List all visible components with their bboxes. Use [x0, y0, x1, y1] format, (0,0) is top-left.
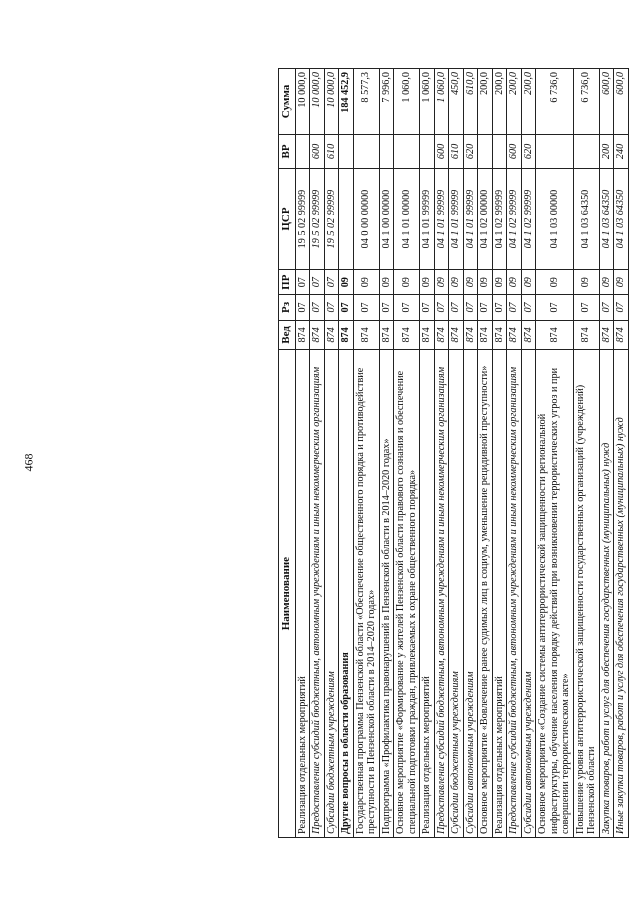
table-cell-pr: 09 — [614, 270, 629, 295]
table-cell-rz: 07 — [353, 295, 379, 320]
header-rz: Рз — [279, 295, 296, 320]
table-cell-csr: 04 1 01 99999 — [463, 168, 478, 269]
table-row — [379, 69, 394, 838]
table-cell-rz: 07 — [310, 295, 325, 320]
table-cell-ved: 874 — [420, 320, 435, 350]
table-cell-rz: 07 — [507, 295, 522, 320]
table-cell-vr: 610 — [324, 134, 339, 168]
table-cell-sum: 600,0 — [614, 69, 629, 135]
table-cell-rz: 07 — [614, 295, 629, 320]
table-cell-name: Предоставление субсидий бюджетным, автономным учреждениям и иным некоммерческим организациям — [310, 350, 325, 838]
table-cell-vr: 240 — [614, 134, 629, 168]
table-cell-vr: 600 — [434, 134, 449, 168]
header-name: Наименование — [279, 350, 296, 838]
table-cell-ved: 874 — [536, 320, 574, 350]
table-cell-vr: 620 — [463, 134, 478, 168]
table-cell-ved: 874 — [353, 320, 379, 350]
table-cell-name: Повышение уровня антитеррористической защищенности государственных организаций (учреждений) Пензенской области — [573, 350, 599, 838]
header-sum: Сумма — [279, 69, 296, 135]
table-cell-ved: 874 — [614, 320, 629, 350]
table-cell-pr: 09 — [339, 270, 354, 295]
table-cell-rz: 07 — [573, 295, 599, 320]
table-cell-rz: 07 — [536, 295, 574, 320]
table-cell-pr: 09 — [536, 270, 574, 295]
table-cell-pr: 09 — [463, 270, 478, 295]
table-cell-csr: 04 1 02 99999 — [521, 168, 536, 269]
header-vr: ВР — [279, 134, 296, 168]
table-cell-csr: 04 1 01 99999 — [434, 168, 449, 269]
table-row — [295, 69, 310, 838]
rotated-page-content — [278, 68, 640, 838]
table-cell-pr: 09 — [379, 270, 394, 295]
table-cell-csr: 19 5 02 99999 — [295, 168, 310, 269]
table-cell-name: Предоставление субсидий бюджетным, автономным учреждениям и иным некоммерческим организациям — [507, 350, 522, 838]
table-cell-sum: 600,0 — [599, 69, 614, 135]
table-cell-pr: 09 — [420, 270, 435, 295]
table-cell-name: Субсидии бюджетным учреждениям — [324, 350, 339, 838]
header-csr: ЦСР — [279, 168, 296, 269]
table-cell-ved: 874 — [492, 320, 507, 350]
table-cell-rz: 07 — [478, 295, 493, 320]
table-cell-vr: 600 — [310, 134, 325, 168]
page-number: 468 — [21, 453, 36, 472]
table-cell-rz: 07 — [420, 295, 435, 320]
table-cell-rz: 07 — [449, 295, 464, 320]
table-row — [353, 69, 379, 838]
table-row — [310, 69, 325, 838]
table-cell-rz: 07 — [379, 295, 394, 320]
table-cell-pr: 07 — [324, 270, 339, 295]
table-row — [492, 69, 507, 838]
table-cell-sum: 10 000,0 — [310, 69, 325, 135]
table-cell-pr: 09 — [507, 270, 522, 295]
table-cell-rz: 07 — [463, 295, 478, 320]
table-cell-vr — [478, 134, 493, 168]
table-cell-pr: 09 — [573, 270, 599, 295]
table-header — [279, 69, 296, 838]
table-cell-csr: 04 1 03 64350 — [614, 168, 629, 269]
table-cell-sum: 200,0 — [478, 69, 493, 135]
table-cell-pr: 09 — [449, 270, 464, 295]
table-cell-ved: 874 — [295, 320, 310, 350]
table-cell-csr: 04 1 03 00000 — [536, 168, 574, 269]
table-cell-ved: 874 — [324, 320, 339, 350]
table-cell-rz: 07 — [394, 295, 420, 320]
table-cell-name: Основное мероприятие «Вовлечение ранее судимых лиц в социум, уменьшение рецидивной преступности» — [478, 350, 493, 838]
table-row — [324, 69, 339, 838]
table-row — [449, 69, 464, 838]
table-cell-csr: 04 1 02 99999 — [507, 168, 522, 269]
table-row — [599, 69, 614, 838]
table-cell-name: Субсидии бюджетным учреждениям — [449, 350, 464, 838]
table-row — [573, 69, 599, 838]
table-cell-name: Иные закупки товаров, работ и услуг для обеспечения государственных (муниципальных) нужд — [614, 350, 629, 838]
table-cell-vr: 620 — [521, 134, 536, 168]
table-cell-rz: 07 — [434, 295, 449, 320]
table-cell-pr: 09 — [353, 270, 379, 295]
table-cell-name: Государственная программа Пензенской области «Обеспечение общественного порядка и противодействие преступности в Пензенской области в 2014–2020 годах» — [353, 350, 379, 838]
table-cell-vr — [379, 134, 394, 168]
table-cell-sum: 200,0 — [521, 69, 536, 135]
table-cell-csr: 04 1 02 00000 — [478, 168, 493, 269]
table-cell-sum: 200,0 — [492, 69, 507, 135]
table-cell-sum: 6 736,0 — [536, 69, 574, 135]
table-cell-name: Реализация отдельных мероприятий — [420, 350, 435, 838]
table-cell-rz: 07 — [295, 295, 310, 320]
table-cell-vr: 600 — [507, 134, 522, 168]
table-cell-name: Закупка товаров, работ и услуг для обеспечения государственных (муниципальных) нужд — [599, 350, 614, 838]
table-cell-csr: 04 1 01 99999 — [449, 168, 464, 269]
table-cell-csr: 19 5 02 99999 — [324, 168, 339, 269]
table-cell-csr: 19 5 02 99999 — [310, 168, 325, 269]
table-cell-pr: 09 — [478, 270, 493, 295]
table-cell-ved: 874 — [573, 320, 599, 350]
table-cell-sum: 184 452,9 — [339, 69, 354, 135]
table-cell-ved: 874 — [478, 320, 493, 350]
table-cell-pr: 09 — [434, 270, 449, 295]
table-cell-csr: 04 1 00 00000 — [379, 168, 394, 269]
table-cell-ved: 874 — [599, 320, 614, 350]
table-cell-csr — [339, 168, 354, 269]
table-cell-ved: 874 — [449, 320, 464, 350]
table-row — [521, 69, 536, 838]
table-cell-name: Реализация отдельных мероприятий — [492, 350, 507, 838]
table-cell-name: Подпрограмма «Профилактика правонарушений в Пензенской области в 2014–2020 годах» — [379, 350, 394, 838]
table-cell-ved: 874 — [463, 320, 478, 350]
table-cell-vr — [536, 134, 574, 168]
table-cell-pr: 07 — [295, 270, 310, 295]
table-cell-pr: 07 — [310, 270, 325, 295]
table-cell-sum: 450,0 — [449, 69, 464, 135]
table-cell-sum: 200,0 — [507, 69, 522, 135]
table-cell-vr — [492, 134, 507, 168]
table-row — [614, 69, 629, 838]
budget-table — [278, 68, 629, 838]
table-row — [434, 69, 449, 838]
table-cell-vr — [420, 134, 435, 168]
table-cell-name: Другие вопросы в области образования — [339, 350, 354, 838]
table-cell-rz: 07 — [599, 295, 614, 320]
table-row — [339, 69, 354, 838]
table-cell-vr: 610 — [449, 134, 464, 168]
table-cell-ved: 874 — [434, 320, 449, 350]
table-cell-ved: 874 — [521, 320, 536, 350]
table-row — [536, 69, 574, 838]
table-cell-pr: 09 — [599, 270, 614, 295]
table-cell-ved: 874 — [339, 320, 354, 350]
table-cell-sum: 1 060,0 — [394, 69, 420, 135]
table-cell-name: Субсидии автономным учреждениям — [463, 350, 478, 838]
table-cell-ved: 874 — [507, 320, 522, 350]
table-cell-pr: 09 — [492, 270, 507, 295]
table-cell-sum: 10 000,0 — [295, 69, 310, 135]
table-cell-sum: 8 577,3 — [353, 69, 379, 135]
table-cell-csr: 04 1 03 64350 — [599, 168, 614, 269]
table-cell-csr: 04 1 02 99999 — [492, 168, 507, 269]
table-cell-csr: 04 1 01 99999 — [420, 168, 435, 269]
table-cell-vr — [295, 134, 310, 168]
table-cell-vr — [573, 134, 599, 168]
table-cell-name: Основное мероприятие «Создание системы антитеррористической защищенности региональной инфраструктуры, обучение населения порядку действий при возникновении террористических угроз и при совершении террористическом акте» — [536, 350, 574, 838]
table-cell-name: Субсидии автономным учреждениям — [521, 350, 536, 838]
table-cell-sum: 610,0 — [463, 69, 478, 135]
table-body — [295, 69, 628, 838]
table-cell-name: Основное мероприятие «Формирование у жителей Пензенской области правового сознания и обеспечение специальной подготовки граждан, привлекаемых к охране общественного порядка» — [394, 350, 420, 838]
table-row — [463, 69, 478, 838]
table-cell-vr — [339, 134, 354, 168]
table-row — [420, 69, 435, 838]
table-cell-name: Предоставление субсидий бюджетным, автономным учреждениям и иным некоммерческим организациям — [434, 350, 449, 838]
table-cell-csr: 04 1 03 64350 — [573, 168, 599, 269]
table-cell-csr: 04 1 01 00000 — [394, 168, 420, 269]
header-ved: Вед — [279, 320, 296, 350]
table-cell-ved: 874 — [379, 320, 394, 350]
table-row — [394, 69, 420, 838]
table-cell-sum: 6 736,0 — [573, 69, 599, 135]
table-cell-rz: 07 — [521, 295, 536, 320]
table-cell-sum: 7 996,0 — [379, 69, 394, 135]
table-cell-vr: 200 — [599, 134, 614, 168]
table-row — [507, 69, 522, 838]
table-cell-csr: 04 0 00 00000 — [353, 168, 379, 269]
table-cell-vr — [394, 134, 420, 168]
table-cell-rz: 07 — [492, 295, 507, 320]
header-row — [279, 69, 296, 838]
table-cell-rz: 07 — [324, 295, 339, 320]
table-cell-pr: 09 — [521, 270, 536, 295]
table-cell-name: Реализация отдельных мероприятий — [295, 350, 310, 838]
table-cell-pr: 09 — [394, 270, 420, 295]
table-cell-sum: 1 060,0 — [434, 69, 449, 135]
table-row — [478, 69, 493, 838]
table-cell-vr — [353, 134, 379, 168]
table-cell-ved: 874 — [310, 320, 325, 350]
table-cell-sum: 10 000,0 — [324, 69, 339, 135]
table-cell-rz: 07 — [339, 295, 354, 320]
header-pr: ПР — [279, 270, 296, 295]
table-cell-ved: 874 — [394, 320, 420, 350]
table-cell-sum: 1 060,0 — [420, 69, 435, 135]
